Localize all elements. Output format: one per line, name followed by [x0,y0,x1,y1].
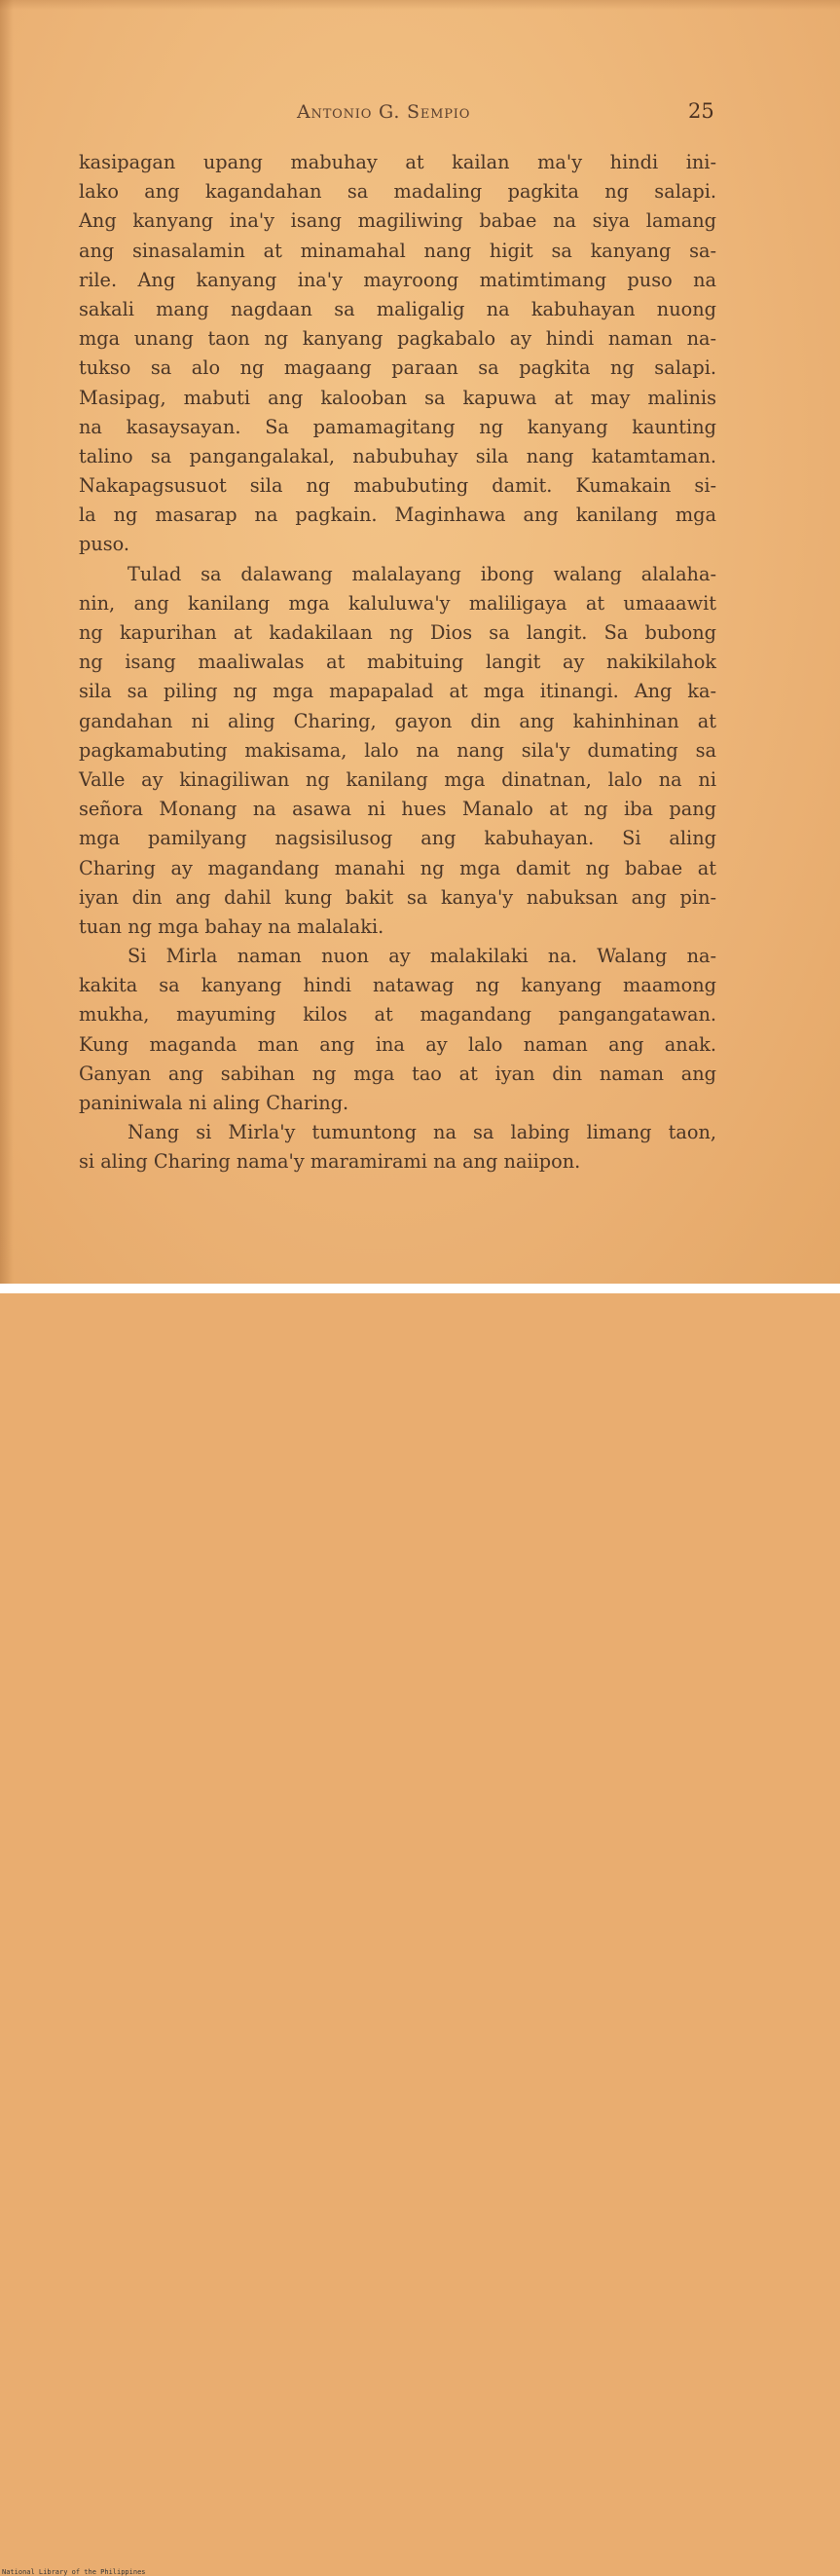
running-header [0,99,840,129]
book-page [0,0,840,1284]
text-line: ng isang maaliwalas at mabituing langit ay nakikilahok [79,651,716,674]
text-line: pagkamabuting makisama, lalo na nang sila'y dumating sa [79,738,716,762]
text-line: Charing ay magandang manahi ng mga damit ng babae at [79,856,716,879]
text-line: mga unang taon ng kanyang pagkabalo ay hindi naman na- [79,327,716,351]
paragraph [79,148,716,560]
page-top-shadow [0,0,840,10]
text-line: tukso sa alo ng magaang paraan sa pagkita ng salapi. [79,356,716,380]
text-line: nin, ang kanilang mga kaluluwa'y maliligaya at umaaawit [79,591,716,615]
text-line: Nang si Mirla'y tumuntong na sa labing limang taon, [128,1121,716,1144]
text-line: la ng masarap na pagkain. Maginhawa ang kanilang mga [79,504,716,527]
library-credit: National Library of the Philippines [2,2568,146,2576]
text-line: sila sa piling ng mga mapapalad at mga itinangi. Ang ka- [79,680,716,703]
text-line: lako ang kagandahan sa madaling pagkita ng salapi. [79,180,716,204]
text-line: si aling Charing nama'y maramirami na ang naiipon. [79,1150,581,1174]
paragraph [79,1118,716,1176]
text-line: iyan din ang dahil kung bakit sa kanya'y nabuksan ang pin- [79,885,716,909]
text-line: mga pamilyang nagsisilusog ang kabuhayan. Si aling [79,827,716,850]
text-line: Masipag, mabuti ang kalooban sa kapuwa at may malinis [79,386,716,409]
text-line: rile. Ang kanyang ina'y mayroong matimtimang puso na [79,268,716,291]
page-number: 25 [688,99,714,123]
text-line: Kung maganda man ang ina ay lalo naman ang anak. [79,1032,716,1056]
text-line: mukha, mayuming kilos at magandang pangangatawan. [79,1003,716,1027]
text-line: ng kapurihan at kadakilaan ng Dios sa langit. Sa bubong [79,621,716,644]
text-line: kasipagan upang mabuhay at kailan ma'y hindi ini- [79,151,716,173]
text-line: Tulad sa dalawang malalayang ibong walang alalaha- [128,562,716,585]
text-line: na kasaysayan. Sa pamamagitang ng kanyang kaunting [79,415,716,438]
body-text [79,148,716,1177]
text-line: puso. [79,533,130,556]
text-line: paniniwala ni aling Charing. [79,1092,349,1114]
text-line: talino sa pangangalakal, nabubuhay sila nang katamtaman. [79,444,716,467]
text-line: sakali mang nagdaan sa maligalig na kabuhayan nuong [79,297,716,320]
text-line: ang sinasalamin at minamahal nang higit sa kanyang sa- [79,239,716,262]
text-line: kakita sa kanyang hindi natawag ng kanyang maamong [79,974,716,997]
text-line: señora Monang na asawa ni hues Manalo at ng iba pang [79,798,716,821]
text-line: gandahan ni aling Charing, gayon din ang kahinhinan at [79,709,716,732]
text-line: Ang kanyang ina'y isang magiliwing babae na siya lamang [79,209,716,233]
page-binding-shadow [0,0,14,1284]
text-line: Si Mirla naman nuon ay malakilaki na. Walang na- [128,945,716,968]
text-line: Ganyan ang sabihan ng mga tao at iyan din naman ang [79,1062,716,1085]
paragraph [79,560,716,942]
footer-strip [0,1284,840,2576]
running-header-author: Antonio G. Sempio [297,101,471,123]
paragraph [79,942,716,1118]
text-line: tuan ng mga bahay na malalaki. [79,915,384,938]
text-line: Nakapagsusuot sila ng mabubuting damit. Kumakain si- [79,474,716,498]
text-line: Valle ay kinagiliwan ng kanilang mga dinatnan, lalo na ni [79,767,716,791]
